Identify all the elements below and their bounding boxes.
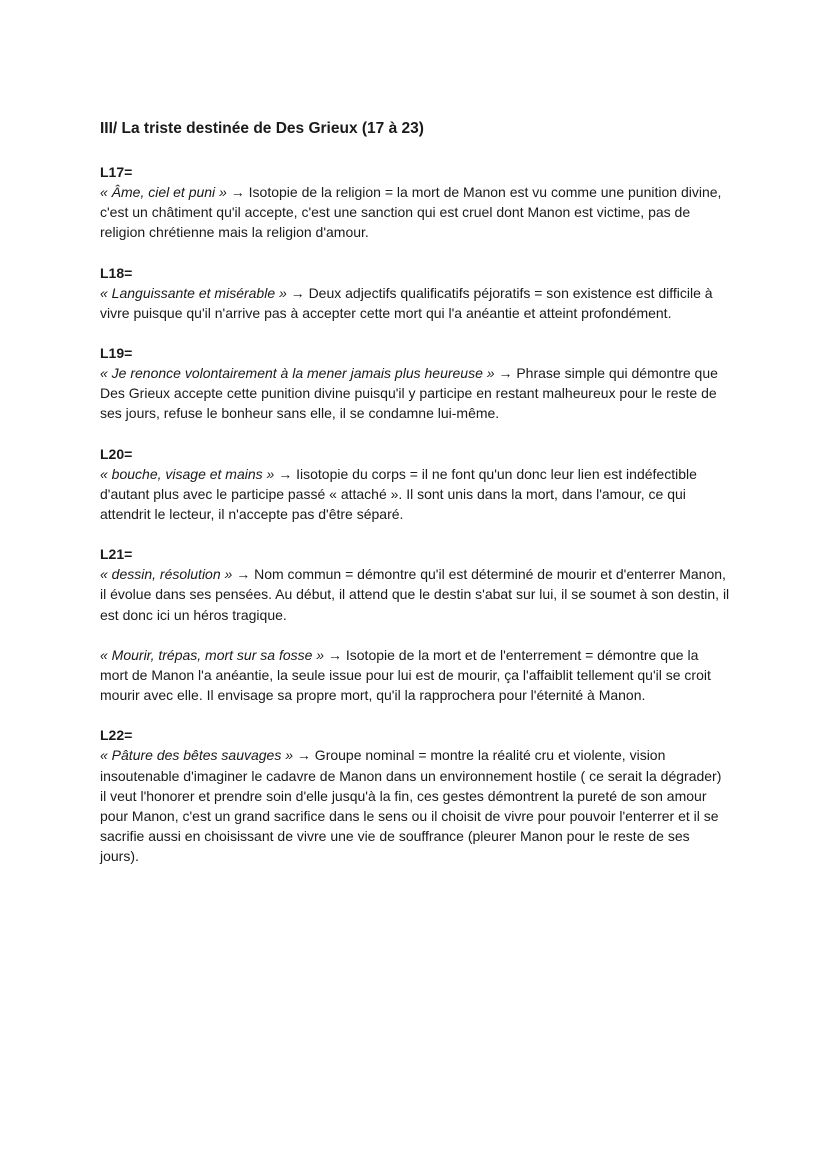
section-title: III/ La triste destinée de Des Grieux (17 à 23) (100, 120, 424, 137)
quote: « bouche, visage et mains » (100, 465, 275, 482)
quote: « Languissante et misérable » (100, 284, 287, 301)
section-l17 (100, 162, 730, 243)
quote: « dessin, résolution » (100, 566, 233, 583)
analysis-text: → Isotopie de la religion = la mort de Manon est vu comme une punition divine, c'est un châtiment qu'il accepte, c'est une sanction qui est cruel dont Manon est victime, pas de religion chrétienne mais la religion d'amour. (100, 184, 722, 241)
section-l21 (100, 544, 730, 705)
line-label: L19= (100, 345, 133, 362)
analysis-paragraph (100, 182, 730, 243)
section-l19 (100, 343, 730, 424)
analysis-paragraph (100, 464, 730, 525)
section-l20 (100, 444, 730, 525)
analysis-text: → Groupe nominal = montre la réalité cru et violente, vision insoutenable d'imaginer le cadavre de Manon dans un environnement hostile ( ce serait la dégrader) il veut l'honorer et prendre soin d'elle jusqu'à la fin, ces gestes démontrent la pureté de son amour pour Manon, c'est un grand sacrifice dans le sens ou il choisit de vivre pour pouvoir l'enterrer et il se sacrifie aussi en choisissant de vivre une vie de souffrance (pleurer Manon pour le reste de ses jours). (100, 747, 722, 865)
analysis-paragraph (100, 283, 730, 323)
analysis-paragraph (100, 363, 730, 424)
quote: « Je renonce volontairement à la mener jamais plus heureuse » (100, 365, 495, 382)
quote: « Mourir, trépas, mort sur sa fosse » (100, 646, 325, 663)
analysis-paragraph (100, 645, 730, 706)
analysis-text: → Isotopie de la mort et de l'enterrement = démontre que la mort de Manon l'a anéantie, la seule issue pour lui est de mourir, ça l'affaiblit tellement qu'il se croit mourir avec elle. Il envisage sa propre mort, qu'il la rapprochera pour l'éternité à Manon. (100, 646, 711, 704)
quote: « Âme, ciel et puni » (100, 184, 227, 200)
analysis-paragraph (100, 564, 730, 625)
analysis-text: → Phrase simple qui démontre que Des Grieux accepte cette punition divine puisqu'il y participe en restant malheureux pour le reste de ses jours, refuse le bonheur sans elle, il se condamne lui-même. (100, 365, 718, 422)
analysis-text: → Iisotopie du corps = il ne font qu'un donc leur lien est indéfectible d'autant plus avec le participe passé « attaché ». Il sont unis dans la mort, dans l'amour, ce qui attendrit le lecteur, il n'accepte pas d'être séparé. (100, 465, 697, 523)
line-label: L21= (100, 546, 133, 563)
line-label: L20= (100, 445, 133, 462)
section-l18 (100, 263, 730, 323)
analysis-text: → Nom commun = démontre qu'il est déterminé de mourir et d'enterrer Manon, il évolue dans ses pensées. Au début, il attend que le destin s'abat sur lui, il se soumet à son destin, il est donc ici un héros tragique. (100, 566, 730, 623)
quote: « Pâture des bêtes sauvages » (100, 747, 294, 764)
line-label: L17= (100, 164, 133, 180)
line-label: L22= (100, 727, 133, 744)
section-l22 (100, 725, 730, 866)
line-label: L18= (100, 264, 133, 281)
analysis-text: → Deux adjectifs qualificatifs péjoratifs = son existence est difficile à vivre puisque qu'il n'arrive pas à accepter cette mort qui l'a anéantie et atteint profondément. (100, 284, 713, 321)
document-page (100, 116, 730, 887)
analysis-paragraph (100, 745, 730, 866)
